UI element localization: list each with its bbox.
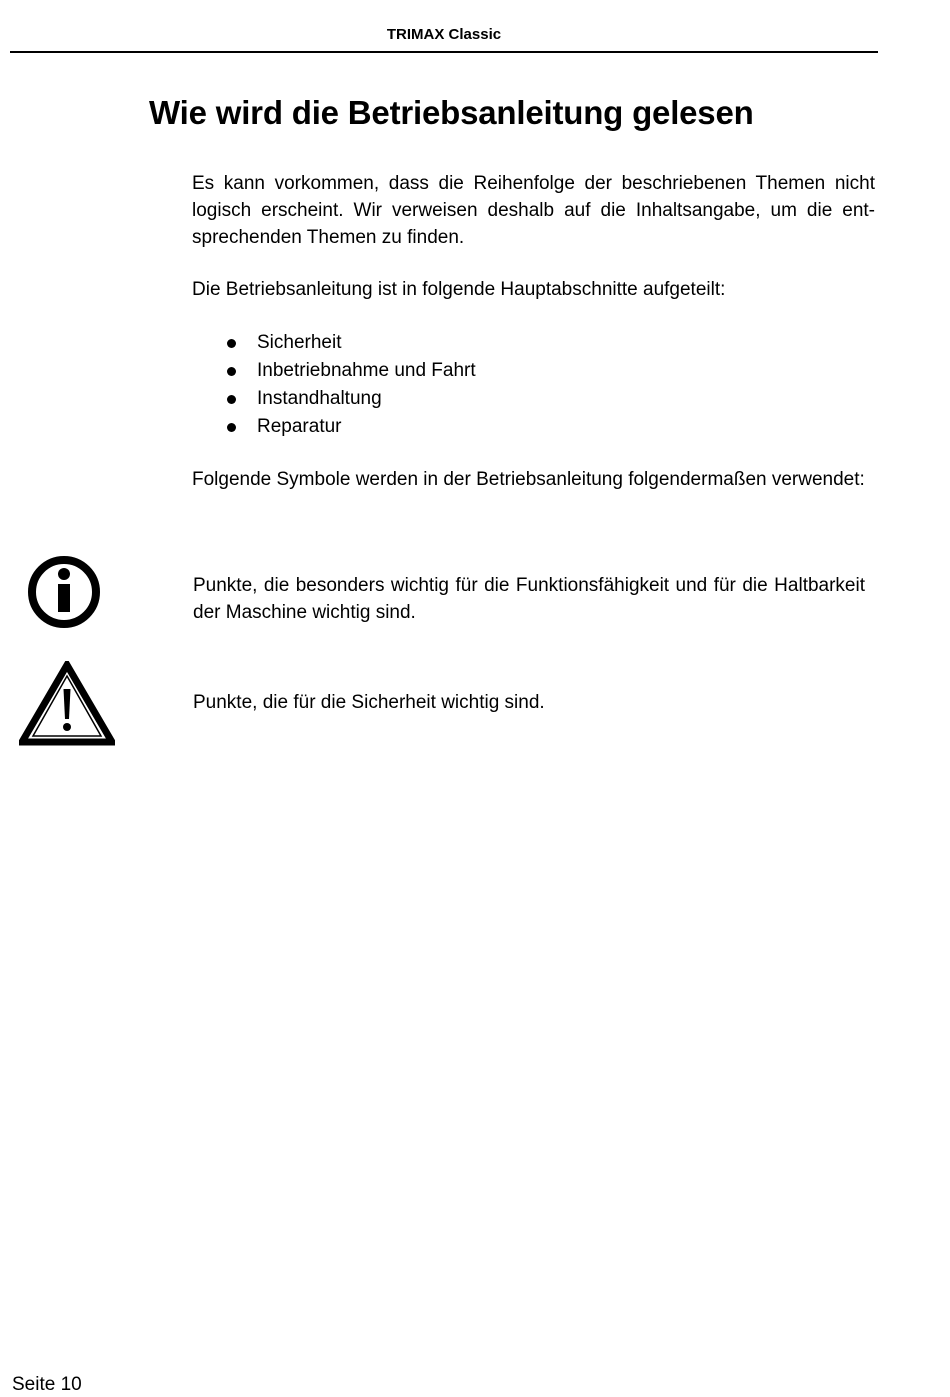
sections-intro-paragraph: Die Betriebsanleitung ist in folgende Hauptabschnitte aufgeteilt: (192, 279, 726, 300)
section-heading: Wie wird die Betriebsanleitung gelesen (149, 94, 754, 131)
warning-icon (19, 661, 115, 746)
list-item: Instandhaltung (225, 385, 476, 413)
intro-paragraph: Es kann vorkommen, dass die Reihenfolge der beschriebenen Themen nicht logisch erscheint. Wir verweisen deshalb auf die Inhaltsangabe, um die entsprechenden Themen zu finden. (192, 173, 875, 248)
header-divider (10, 51, 878, 53)
warning-symbol-description: Punkte, die für die Sicherheit wichtig sind. (193, 692, 545, 713)
document-title: TRIMAX Classic (386, 26, 502, 43)
list-item: Reparatur (225, 413, 476, 441)
symbols-intro-paragraph: Folgende Symbole werden in der Betriebsanleitung folgendermaßen verwendet: (192, 469, 865, 490)
sections-list (225, 329, 476, 441)
page-number: Seite 10 (12, 1374, 82, 1395)
list-item: Inbetriebnahme und Fahrt (225, 357, 476, 385)
info-symbol-description: Punkte, die besonders wichtig für die Funktionsfähigkeit und für die Haltbarkeit der Maschine wichtig sind. (193, 575, 865, 623)
info-icon (27, 555, 101, 629)
list-item: Sicherheit (225, 329, 476, 357)
